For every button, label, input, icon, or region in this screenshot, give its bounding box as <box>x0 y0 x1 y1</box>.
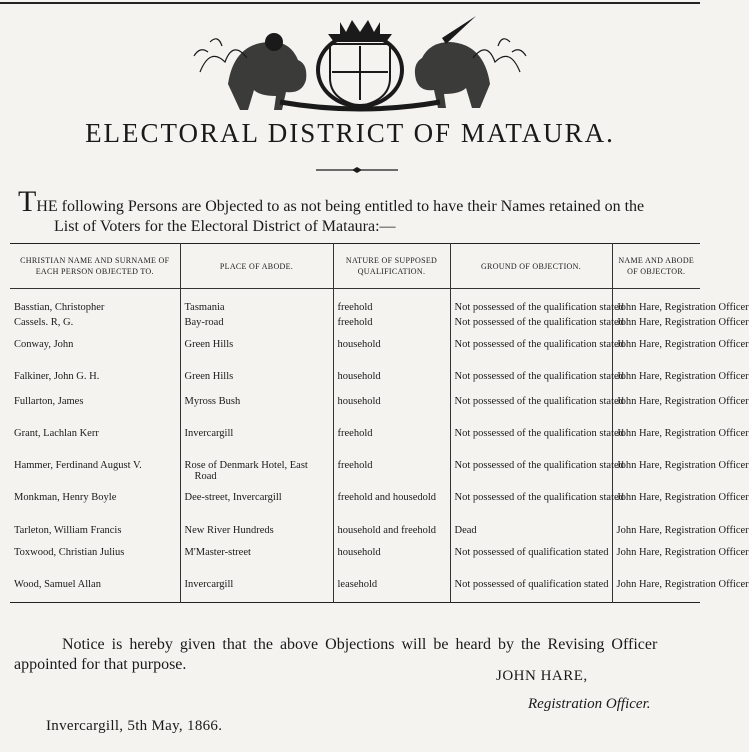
abode-line: Dee-street, Invercargill <box>184 491 282 503</box>
cell-name: Toxwood, Christian Julius <box>10 547 180 579</box>
column-header-ground: GROUND OF OBJECTION. <box>450 244 612 289</box>
table-row <box>10 579 700 603</box>
cell-name: Falkiner, John G. H. <box>10 371 180 396</box>
cell-objector: John Hare, Registration Officer <box>616 459 749 471</box>
notice-paragraph <box>14 635 700 675</box>
cell-objector: John Hare, Registration Officer <box>616 316 749 328</box>
abode-line: Bay-road <box>184 316 224 328</box>
cell-ground: Dead <box>450 525 612 547</box>
column-header-objector: NAME AND ABODE OF OBJECTOR. <box>612 244 700 289</box>
cell-abode <box>180 396 333 428</box>
table-row <box>10 525 700 547</box>
cell-ground: Not possessed of the qualification stated <box>450 289 612 317</box>
cell-name: Hammer, Ferdinand August V. <box>10 460 180 492</box>
cell-ground: Not possessed of the qualification stated <box>450 460 612 492</box>
abode-line: M'Master-street <box>184 546 251 558</box>
column-header-abode: PLACE OF ABODE. <box>180 244 333 289</box>
cell-qualification: household and freehold <box>333 525 450 547</box>
table-row <box>10 428 700 460</box>
abode-line: Tasmania <box>184 302 225 313</box>
drop-cap: T <box>18 185 37 218</box>
cell-ground: Not possessed of the qualification stated <box>450 492 612 525</box>
cell-objector: John Hare, Registration Officer <box>616 578 749 590</box>
cell-ground: Not possessed of qualification stated <box>450 579 612 603</box>
cell-qualification: household <box>333 547 450 579</box>
cell-abode <box>180 289 333 317</box>
cell-abode <box>180 547 333 579</box>
cell-name: Cassels. R, G. <box>10 317 180 339</box>
cell-objector: John Hare, Registration Officer <box>616 546 749 558</box>
cell-ground: Not possessed of the qualification stated <box>450 371 612 396</box>
cell-name: Basstian, Christopher <box>10 289 180 317</box>
notice-line-1: Notice is hereby given that the above Objections will be heard by the Revising Officer <box>62 636 658 653</box>
table-row <box>10 492 700 525</box>
cell-ground: Not possessed of qualification stated <box>450 547 612 579</box>
cell-name: Wood, Samuel Allan <box>10 579 180 603</box>
cell-objector: John Hare, Registration Officer <box>616 395 749 407</box>
notice-line-2: appointed for that purpose. <box>14 656 187 673</box>
column-header-qualification: NATURE OF SUPPOSED QUALIFICATION. <box>333 244 450 289</box>
cell-name: Conway, John <box>10 339 180 371</box>
column-header-name: CHRISTIAN NAME AND SURNAME OF EACH PERSON OBJECTED TO. <box>10 244 180 289</box>
place-and-date: Invercargill, 5th May, 1866. <box>46 718 223 734</box>
abode-line-continued: Road <box>194 470 217 482</box>
cell-abode <box>180 371 333 396</box>
cell-objector: John Hare, Registration Officer <box>616 491 749 503</box>
table-row <box>10 396 700 428</box>
cell-objector: John Hare, Registration Officer <box>616 427 749 439</box>
abode-line: New River Hundreds <box>184 524 274 536</box>
signatory-title: Registration Officer. <box>528 696 651 712</box>
cell-objector: John Hare, Registration Officer <box>616 524 749 536</box>
cell-ground: Not possessed of the qualification stated <box>450 339 612 371</box>
district-title: ELECTORAL DISTRICT OF MATAURA. <box>85 118 615 148</box>
table-header-row <box>10 244 700 289</box>
abode-line: Rose of Denmark Hotel, East <box>184 459 308 471</box>
cell-qualification: freehold and housedold <box>333 492 450 525</box>
cell-name: Monkman, Henry Boyle <box>10 492 180 525</box>
cell-objector: John Hare, Registration Officer <box>616 370 749 382</box>
table-row <box>10 547 700 579</box>
objections-table <box>10 243 749 603</box>
top-rule <box>0 2 700 4</box>
abode-line: Green Hills <box>184 370 234 382</box>
ornamental-divider <box>316 166 398 174</box>
cell-qualification: leasehold <box>333 579 450 603</box>
table-row <box>10 289 700 317</box>
cell-abode <box>180 579 333 603</box>
cell-qualification: freehold <box>333 289 450 317</box>
cell-objector: John Hare, Registration Officer <box>616 338 749 350</box>
signatory-name: JOHN HARE, <box>496 668 588 684</box>
table-row <box>10 317 700 339</box>
cell-qualification: household <box>333 339 450 371</box>
cell-qualification: household <box>333 396 450 428</box>
abode-line: Myross Bush <box>184 395 241 407</box>
cell-qualification: household <box>333 371 450 396</box>
cell-qualification: freehold <box>333 460 450 492</box>
cell-ground: Not possessed of the qualification stated <box>450 396 612 428</box>
abode-line: Invercargill <box>184 578 234 590</box>
abode-line: Green Hills <box>184 338 234 350</box>
cell-abode <box>180 460 333 492</box>
cell-qualification: freehold <box>333 428 450 460</box>
cell-abode <box>180 428 333 460</box>
cell-ground: Not possessed of the qualification stated <box>450 317 612 339</box>
cell-objector: John Hare, Registration Officer <box>616 302 749 313</box>
cell-qualification: freehold <box>333 317 450 339</box>
cell-name: Fullarton, James <box>10 396 180 428</box>
cell-ground: Not possessed of the qualification stated <box>450 428 612 460</box>
cell-name: Tarleton, William Francis <box>10 525 180 547</box>
intro-paragraph <box>18 185 700 237</box>
cell-name: Grant, Lachlan Kerr <box>10 428 180 460</box>
intro-line-2: List of Voters for the Electoral District of Mataura:— <box>54 218 396 235</box>
table-row <box>10 371 700 396</box>
cell-abode <box>180 492 333 525</box>
cell-abode <box>180 339 333 371</box>
cell-abode <box>180 317 333 339</box>
abode-line: Invercargill <box>184 427 234 439</box>
intro-line-1: HE following Persons are Objected to as not being entitled to have their Names retained on the <box>36 198 645 215</box>
table-row <box>10 460 700 492</box>
cell-abode <box>180 525 333 547</box>
royal-coat-of-arms-icon <box>180 12 540 110</box>
table-row <box>10 339 700 371</box>
